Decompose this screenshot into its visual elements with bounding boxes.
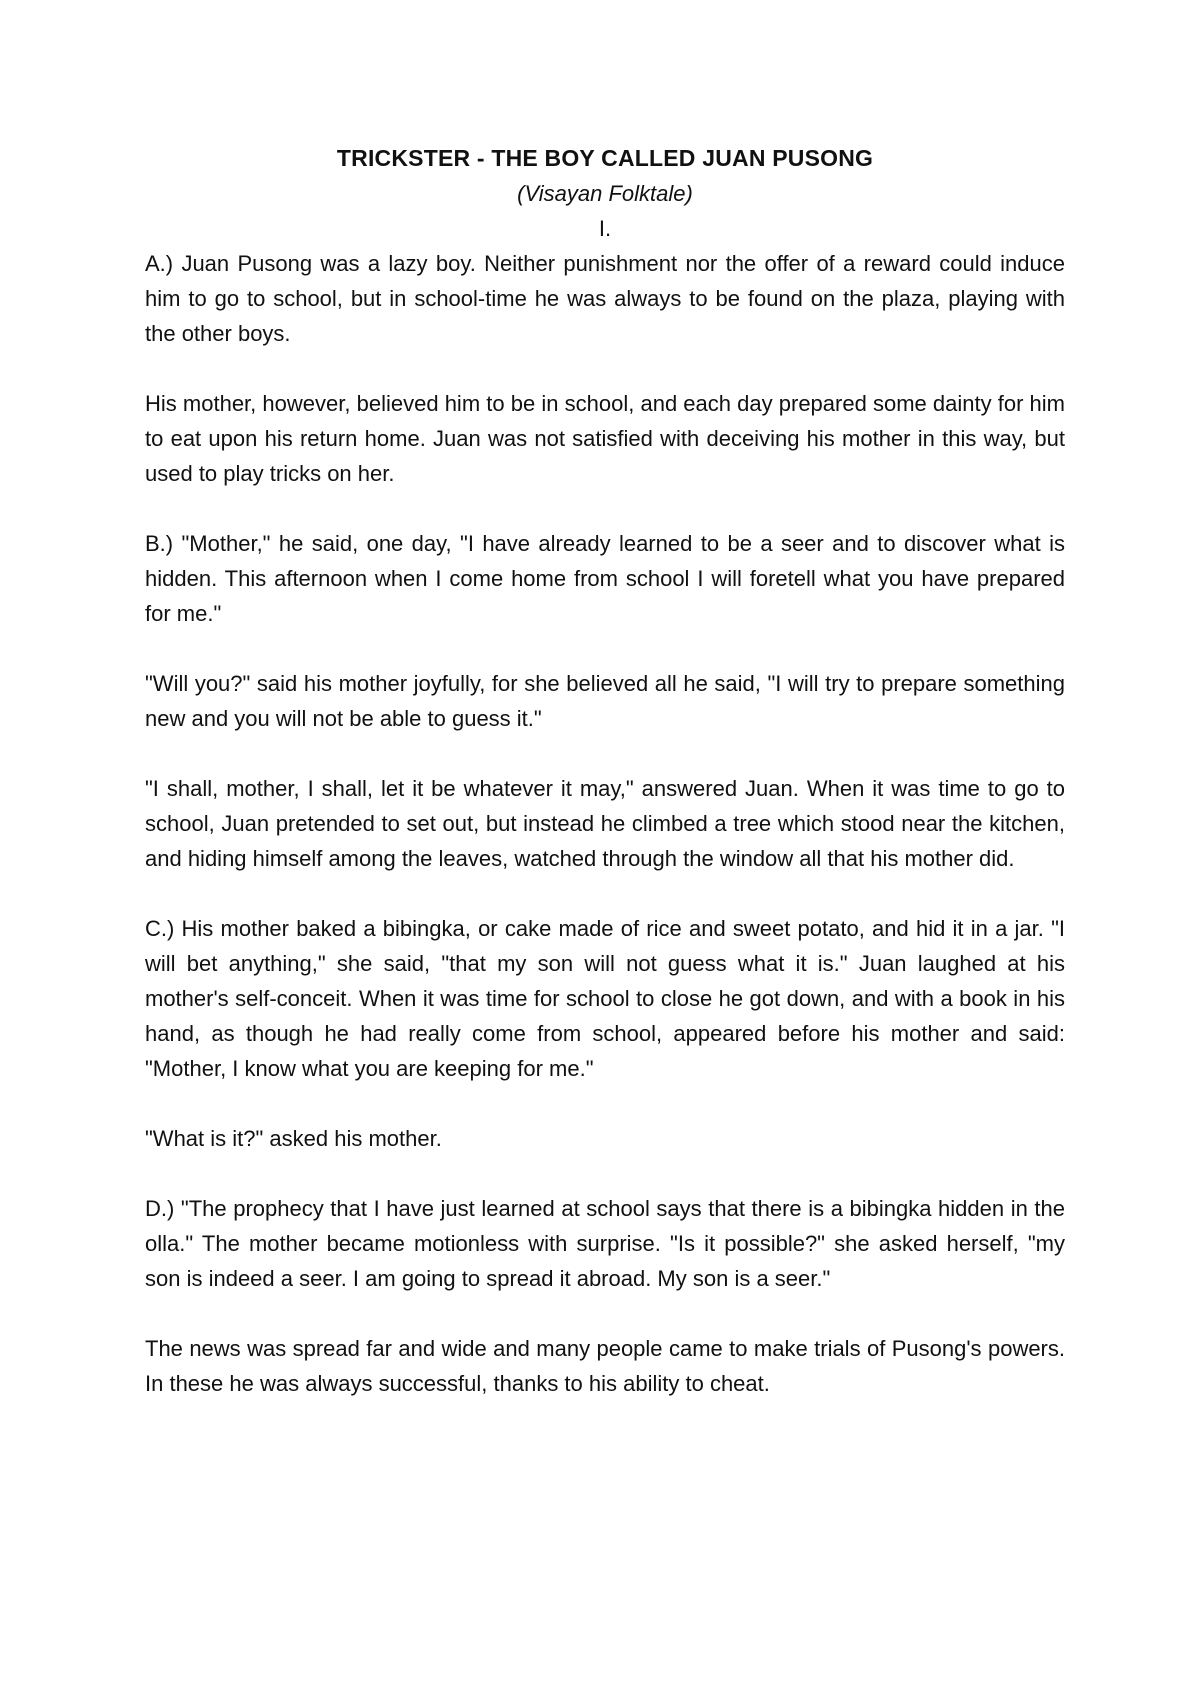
paragraph-c-bibingka: C.) His mother baked a bibingka, or cake made of rice and sweet potato, and hid it in a jar. "I will bet anything," she said, "that my son will not guess what it is." Juan laughed at his mother's self-conceit. When it was time for school to close he got down, and with a book in his hand, as though he had really come from school, appeared before his mother and said: "Mother, I know what you are keeping for me." — [145, 916, 1065, 1081]
paragraph-b-seer-claim: B.) "Mother," he said, one day, "I have already learned to be a seer and to discover what is hidden. This afternoon when I come home from school I will foretell what you have prepared for me." — [145, 531, 1065, 626]
document-page — [145, 140, 1065, 1436]
paragraph-mother-reply: "Will you?" said his mother joyfully, for she believed all he said, "I will try to prepare something new and you will not be able to guess it." — [145, 671, 1065, 731]
paragraph-d-prophecy: D.) "The prophecy that I have just learned at school says that there is a bibingka hidden in the olla." The mother became motionless with surprise. "Is it possible?" she asked herself, "my son is indeed a seer. I am going to spread it abroad. My son is a seer." — [145, 1196, 1065, 1291]
document-title: TRICKSTER - THE BOY CALLED JUAN PUSONG — [336, 145, 874, 171]
section-number: I. — [598, 216, 612, 241]
paragraph-news-spread: The news was spread far and wide and many people came to make trials of Pusong's powers. In these he was always successful, thanks to his ability to cheat. — [145, 1336, 1065, 1396]
paragraph-what-is-it: "What is it?" asked his mother. — [145, 1126, 442, 1151]
document-subtitle: (Visayan Folktale) — [517, 181, 693, 206]
paragraph-juan-tree: "I shall, mother, I shall, let it be whatever it may," answered Juan. When it was time to go to school, Juan pretended to set out, but instead he climbed a tree which stood near the kitchen, and hiding himself among the leaves, watched through the window all that his mother did. — [145, 776, 1065, 871]
paragraph-mother-belief: His mother, however, believed him to be in school, and each day prepared some dainty for him to eat upon his return home. Juan was not satisfied with deceiving his mother in this way, but used to play tricks on her. — [145, 391, 1065, 486]
paragraph-a-intro: A.) Juan Pusong was a lazy boy. Neither punishment nor the offer of a reward could induce him to go to school, but in school-time he was always to be found on the plaza, playing with the other boys. — [145, 251, 1065, 346]
